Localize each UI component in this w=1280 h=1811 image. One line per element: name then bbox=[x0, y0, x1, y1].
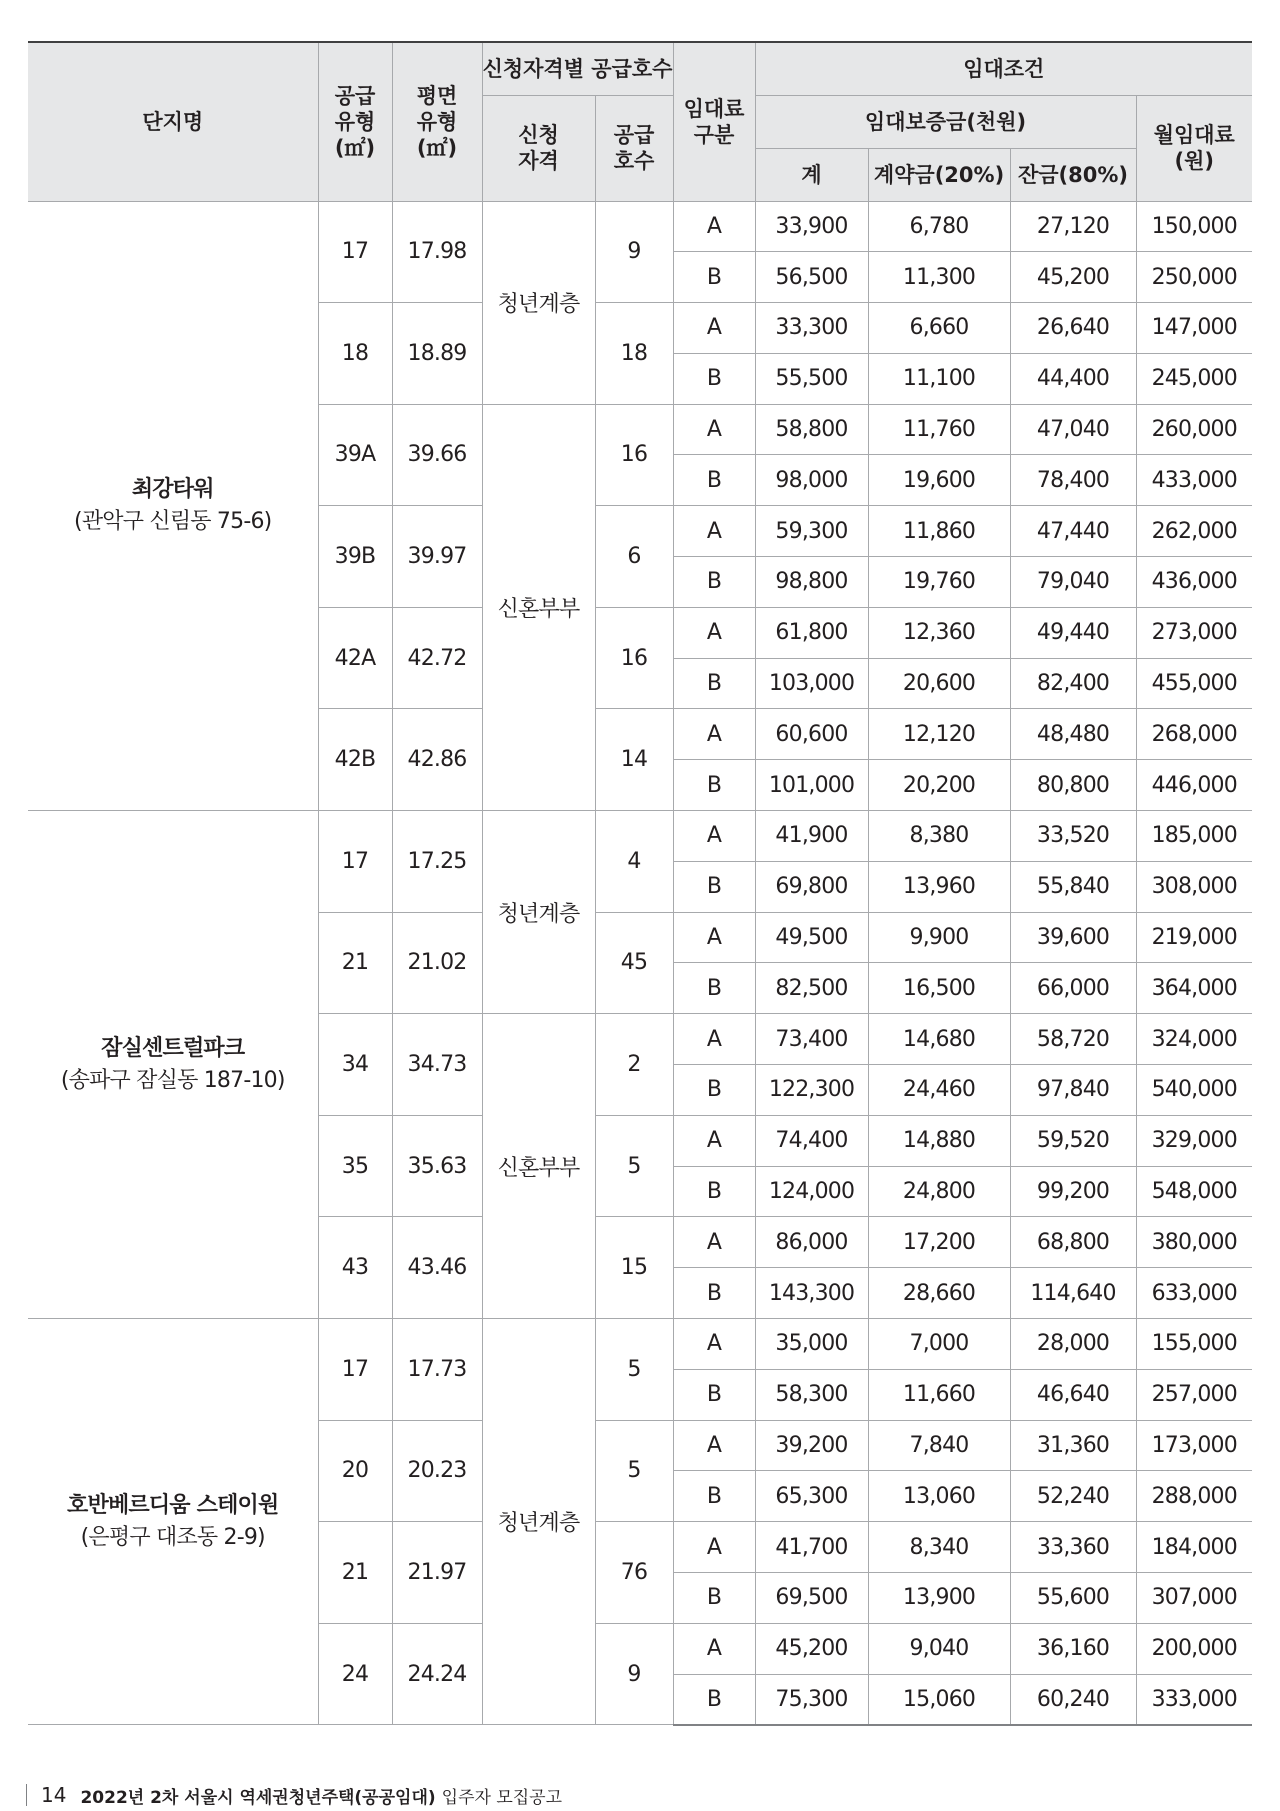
deposit-total-cell: 39,200 bbox=[755, 1420, 868, 1471]
rent-conditions-table bbox=[28, 41, 1252, 1726]
deposit-contract-cell: 8,340 bbox=[868, 1522, 1010, 1573]
deposit-total-cell: 61,800 bbox=[755, 607, 868, 658]
rent-class-cell: B bbox=[673, 455, 755, 506]
header-rent-class: 임대료 구분 bbox=[673, 42, 755, 201]
area-type-cell: 17.73 bbox=[392, 1319, 482, 1421]
monthly-rent-cell: 273,000 bbox=[1136, 607, 1252, 658]
deposit-contract-cell: 16,500 bbox=[868, 963, 1010, 1014]
complex-name: 최강타워 bbox=[131, 476, 214, 502]
monthly-rent-cell: 147,000 bbox=[1136, 303, 1252, 354]
deposit-total-cell: 86,000 bbox=[755, 1217, 868, 1268]
units-cell: 14 bbox=[595, 709, 673, 811]
supply-type-cell: 17 bbox=[318, 201, 392, 303]
supply-type-cell: 20 bbox=[318, 1420, 392, 1522]
deposit-balance-cell: 79,040 bbox=[1010, 557, 1136, 608]
qualification-cell: 신혼부부 bbox=[482, 404, 595, 810]
rent-class-cell: B bbox=[673, 861, 755, 912]
monthly-rent-cell: 308,000 bbox=[1136, 861, 1252, 912]
supply-type-cell: 39B bbox=[318, 506, 392, 608]
rent-class-cell: A bbox=[673, 1623, 755, 1674]
monthly-rent-cell: 380,000 bbox=[1136, 1217, 1252, 1268]
deposit-balance-cell: 47,040 bbox=[1010, 404, 1136, 455]
rent-class-cell: A bbox=[673, 912, 755, 963]
deposit-contract-cell: 7,000 bbox=[868, 1319, 1010, 1370]
supply-type-cell: 21 bbox=[318, 912, 392, 1014]
rent-class-cell: B bbox=[673, 1268, 755, 1319]
header-qualification: 신청 자격 bbox=[482, 95, 595, 201]
deposit-contract-cell: 11,660 bbox=[868, 1369, 1010, 1420]
deposit-contract-cell: 9,900 bbox=[868, 912, 1010, 963]
deposit-contract-cell: 12,360 bbox=[868, 607, 1010, 658]
qualification-cell: 청년계층 bbox=[482, 811, 595, 1014]
deposit-contract-cell: 19,600 bbox=[868, 455, 1010, 506]
deposit-contract-cell: 11,100 bbox=[868, 353, 1010, 404]
area-type-cell: 34.73 bbox=[392, 1014, 482, 1116]
deposit-total-cell: 41,700 bbox=[755, 1522, 868, 1573]
table-row bbox=[28, 1319, 1252, 1370]
area-type-cell: 18.89 bbox=[392, 303, 482, 405]
header-deposit-total: 계 bbox=[755, 148, 868, 201]
deposit-balance-cell: 82,400 bbox=[1010, 658, 1136, 709]
deposit-total-cell: 101,000 bbox=[755, 760, 868, 811]
deposit-total-cell: 69,500 bbox=[755, 1573, 868, 1624]
monthly-rent-cell: 324,000 bbox=[1136, 1014, 1252, 1065]
header-deposit-balance: 잔금(80%) bbox=[1010, 148, 1136, 201]
rent-class-cell: B bbox=[673, 353, 755, 404]
monthly-rent-cell: 436,000 bbox=[1136, 557, 1252, 608]
monthly-rent-cell: 329,000 bbox=[1136, 1115, 1252, 1166]
rent-class-cell: A bbox=[673, 1522, 755, 1573]
deposit-balance-cell: 39,600 bbox=[1010, 912, 1136, 963]
deposit-total-cell: 35,000 bbox=[755, 1319, 868, 1370]
deposit-balance-cell: 55,600 bbox=[1010, 1573, 1136, 1624]
deposit-balance-cell: 60,240 bbox=[1010, 1674, 1136, 1725]
monthly-rent-cell: 455,000 bbox=[1136, 658, 1252, 709]
rent-class-cell: A bbox=[673, 811, 755, 862]
units-cell: 18 bbox=[595, 303, 673, 405]
deposit-balance-cell: 49,440 bbox=[1010, 607, 1136, 658]
monthly-rent-cell: 446,000 bbox=[1136, 760, 1252, 811]
units-cell: 76 bbox=[595, 1522, 673, 1624]
deposit-contract-cell: 9,040 bbox=[868, 1623, 1010, 1674]
units-cell: 2 bbox=[595, 1014, 673, 1116]
complex-address: (송파구 잠실동 187-10) bbox=[60, 1067, 285, 1093]
complex-cell bbox=[28, 201, 318, 811]
supply-type-cell: 35 bbox=[318, 1115, 392, 1217]
document-title: 2022년 2차 서울시 역세권청년주택(공공임대) bbox=[80, 1787, 436, 1808]
supply-type-cell: 21 bbox=[318, 1522, 392, 1624]
supply-type-cell: 18 bbox=[318, 303, 392, 405]
header-monthly-rent: 월임대료 (원) bbox=[1136, 95, 1252, 201]
monthly-rent-cell: 245,000 bbox=[1136, 353, 1252, 404]
monthly-rent-cell: 150,000 bbox=[1136, 201, 1252, 252]
deposit-balance-cell: 48,480 bbox=[1010, 709, 1136, 760]
header-rental-terms: 임대조건 bbox=[755, 42, 1252, 95]
rent-class-cell: B bbox=[673, 760, 755, 811]
deposit-balance-cell: 55,840 bbox=[1010, 861, 1136, 912]
area-type-cell: 35.63 bbox=[392, 1115, 482, 1217]
deposit-contract-cell: 13,900 bbox=[868, 1573, 1010, 1624]
deposit-total-cell: 98,000 bbox=[755, 455, 868, 506]
qualification-cell: 신혼부부 bbox=[482, 1014, 595, 1319]
units-cell: 16 bbox=[595, 404, 673, 506]
monthly-rent-cell: 633,000 bbox=[1136, 1268, 1252, 1319]
monthly-rent-cell: 288,000 bbox=[1136, 1471, 1252, 1522]
units-cell: 45 bbox=[595, 912, 673, 1014]
rent-class-cell: A bbox=[673, 201, 755, 252]
deposit-contract-cell: 13,960 bbox=[868, 861, 1010, 912]
deposit-total-cell: 33,300 bbox=[755, 303, 868, 354]
monthly-rent-cell: 185,000 bbox=[1136, 811, 1252, 862]
units-cell: 4 bbox=[595, 811, 673, 913]
deposit-total-cell: 45,200 bbox=[755, 1623, 868, 1674]
deposit-contract-cell: 24,460 bbox=[868, 1065, 1010, 1116]
monthly-rent-cell: 548,000 bbox=[1136, 1166, 1252, 1217]
supply-type-cell: 42A bbox=[318, 607, 392, 709]
monthly-rent-cell: 364,000 bbox=[1136, 963, 1252, 1014]
header-area-type: 평면 유형 (㎡) bbox=[392, 42, 482, 201]
area-type-cell: 43.46 bbox=[392, 1217, 482, 1319]
deposit-balance-cell: 33,520 bbox=[1010, 811, 1136, 862]
area-type-cell: 17.25 bbox=[392, 811, 482, 913]
rent-class-cell: B bbox=[673, 658, 755, 709]
units-cell: 5 bbox=[595, 1319, 673, 1421]
rent-class-cell: A bbox=[673, 506, 755, 557]
monthly-rent-cell: 219,000 bbox=[1136, 912, 1252, 963]
deposit-balance-cell: 66,000 bbox=[1010, 963, 1136, 1014]
supply-type-cell: 17 bbox=[318, 1319, 392, 1421]
units-cell: 9 bbox=[595, 1623, 673, 1725]
monthly-rent-cell: 307,000 bbox=[1136, 1573, 1252, 1624]
header-deposit-group: 임대보증금(천원) bbox=[755, 95, 1136, 148]
complex-cell bbox=[28, 1319, 318, 1725]
footer-divider bbox=[26, 1784, 27, 1806]
supply-type-cell: 43 bbox=[318, 1217, 392, 1319]
monthly-rent-cell: 200,000 bbox=[1136, 1623, 1252, 1674]
deposit-total-cell: 73,400 bbox=[755, 1014, 868, 1065]
page-footer bbox=[26, 1782, 562, 1808]
area-type-cell: 39.97 bbox=[392, 506, 482, 608]
deposit-balance-cell: 44,400 bbox=[1010, 353, 1136, 404]
deposit-total-cell: 69,800 bbox=[755, 861, 868, 912]
deposit-balance-cell: 68,800 bbox=[1010, 1217, 1136, 1268]
rent-class-cell: B bbox=[673, 1471, 755, 1522]
monthly-rent-cell: 262,000 bbox=[1136, 506, 1252, 557]
deposit-balance-cell: 99,200 bbox=[1010, 1166, 1136, 1217]
deposit-total-cell: 122,300 bbox=[755, 1065, 868, 1116]
deposit-total-cell: 74,400 bbox=[755, 1115, 868, 1166]
deposit-total-cell: 58,800 bbox=[755, 404, 868, 455]
area-type-cell: 24.24 bbox=[392, 1623, 482, 1725]
table-row bbox=[28, 811, 1252, 862]
complex-address: (관악구 신림동 75-6) bbox=[74, 508, 272, 534]
rent-class-cell: B bbox=[673, 963, 755, 1014]
deposit-balance-cell: 46,640 bbox=[1010, 1369, 1136, 1420]
monthly-rent-cell: 433,000 bbox=[1136, 455, 1252, 506]
monthly-rent-cell: 260,000 bbox=[1136, 404, 1252, 455]
table-row bbox=[28, 201, 1252, 252]
monthly-rent-cell: 250,000 bbox=[1136, 252, 1252, 303]
rent-class-cell: B bbox=[673, 1166, 755, 1217]
deposit-balance-cell: 36,160 bbox=[1010, 1623, 1136, 1674]
area-type-cell: 20.23 bbox=[392, 1420, 482, 1522]
deposit-total-cell: 75,300 bbox=[755, 1674, 868, 1725]
rent-class-cell: A bbox=[673, 1217, 755, 1268]
deposit-balance-cell: 31,360 bbox=[1010, 1420, 1136, 1471]
monthly-rent-cell: 155,000 bbox=[1136, 1319, 1252, 1370]
deposit-total-cell: 58,300 bbox=[755, 1369, 868, 1420]
deposit-contract-cell: 11,860 bbox=[868, 506, 1010, 557]
deposit-balance-cell: 59,520 bbox=[1010, 1115, 1136, 1166]
deposit-contract-cell: 14,680 bbox=[868, 1014, 1010, 1065]
area-type-cell: 42.72 bbox=[392, 607, 482, 709]
area-type-cell: 21.97 bbox=[392, 1522, 482, 1624]
deposit-balance-cell: 26,640 bbox=[1010, 303, 1136, 354]
qualification-cell: 청년계층 bbox=[482, 201, 595, 404]
deposit-total-cell: 55,500 bbox=[755, 353, 868, 404]
supply-type-cell: 34 bbox=[318, 1014, 392, 1116]
rent-class-cell: B bbox=[673, 252, 755, 303]
deposit-total-cell: 82,500 bbox=[755, 963, 868, 1014]
monthly-rent-cell: 257,000 bbox=[1136, 1369, 1252, 1420]
deposit-contract-cell: 28,660 bbox=[868, 1268, 1010, 1319]
complex-name: 호반베르디움 스테이원 bbox=[67, 1492, 279, 1518]
deposit-contract-cell: 24,800 bbox=[868, 1166, 1010, 1217]
table-body bbox=[28, 201, 1252, 1725]
supply-type-cell: 42B bbox=[318, 709, 392, 811]
deposit-total-cell: 33,900 bbox=[755, 201, 868, 252]
rent-class-cell: A bbox=[673, 1420, 755, 1471]
area-type-cell: 21.02 bbox=[392, 912, 482, 1014]
area-type-cell: 39.66 bbox=[392, 404, 482, 506]
deposit-contract-cell: 8,380 bbox=[868, 811, 1010, 862]
deposit-total-cell: 65,300 bbox=[755, 1471, 868, 1522]
deposit-contract-cell: 17,200 bbox=[868, 1217, 1010, 1268]
deposit-total-cell: 41,900 bbox=[755, 811, 868, 862]
deposit-contract-cell: 11,760 bbox=[868, 404, 1010, 455]
deposit-balance-cell: 97,840 bbox=[1010, 1065, 1136, 1116]
monthly-rent-cell: 333,000 bbox=[1136, 1674, 1252, 1725]
units-cell: 5 bbox=[595, 1115, 673, 1217]
deposit-contract-cell: 6,660 bbox=[868, 303, 1010, 354]
deposit-contract-cell: 19,760 bbox=[868, 557, 1010, 608]
deposit-contract-cell: 6,780 bbox=[868, 201, 1010, 252]
rent-class-cell: A bbox=[673, 709, 755, 760]
deposit-balance-cell: 78,400 bbox=[1010, 455, 1136, 506]
deposit-contract-cell: 11,300 bbox=[868, 252, 1010, 303]
header-complex: 단지명 bbox=[28, 42, 318, 201]
complex-address: (은평구 대조동 2-9) bbox=[80, 1524, 265, 1550]
units-cell: 6 bbox=[595, 506, 673, 608]
area-type-cell: 42.86 bbox=[392, 709, 482, 811]
deposit-total-cell: 124,000 bbox=[755, 1166, 868, 1217]
monthly-rent-cell: 173,000 bbox=[1136, 1420, 1252, 1471]
header-units: 공급 호수 bbox=[595, 95, 673, 201]
units-cell: 16 bbox=[595, 607, 673, 709]
supply-type-cell: 17 bbox=[318, 811, 392, 913]
deposit-contract-cell: 13,060 bbox=[868, 1471, 1010, 1522]
header-deposit-contract: 계약금(20%) bbox=[868, 148, 1010, 201]
deposit-contract-cell: 20,200 bbox=[868, 760, 1010, 811]
deposit-balance-cell: 45,200 bbox=[1010, 252, 1136, 303]
deposit-total-cell: 98,800 bbox=[755, 557, 868, 608]
deposit-total-cell: 103,000 bbox=[755, 658, 868, 709]
page-number: 14 bbox=[41, 1783, 67, 1807]
complex-cell bbox=[28, 811, 318, 1319]
area-type-cell: 17.98 bbox=[392, 201, 482, 303]
deposit-contract-cell: 14,880 bbox=[868, 1115, 1010, 1166]
rent-class-cell: A bbox=[673, 1115, 755, 1166]
deposit-contract-cell: 12,120 bbox=[868, 709, 1010, 760]
rent-class-cell: B bbox=[673, 1369, 755, 1420]
units-cell: 5 bbox=[595, 1420, 673, 1522]
monthly-rent-cell: 184,000 bbox=[1136, 1522, 1252, 1573]
monthly-rent-cell: 268,000 bbox=[1136, 709, 1252, 760]
rent-class-cell: B bbox=[673, 1573, 755, 1624]
deposit-total-cell: 143,300 bbox=[755, 1268, 868, 1319]
supply-type-cell: 24 bbox=[318, 1623, 392, 1725]
supply-type-cell: 39A bbox=[318, 404, 392, 506]
rent-class-cell: A bbox=[673, 1014, 755, 1065]
deposit-balance-cell: 28,000 bbox=[1010, 1319, 1136, 1370]
deposit-total-cell: 49,500 bbox=[755, 912, 868, 963]
deposit-balance-cell: 52,240 bbox=[1010, 1471, 1136, 1522]
deposit-contract-cell: 20,600 bbox=[868, 658, 1010, 709]
header-qualification-group: 신청자격별 공급호수 bbox=[482, 42, 673, 95]
deposit-total-cell: 56,500 bbox=[755, 252, 868, 303]
document-subtitle: 입주자 모집공고 bbox=[441, 1787, 563, 1808]
rent-class-cell: A bbox=[673, 404, 755, 455]
monthly-rent-cell: 540,000 bbox=[1136, 1065, 1252, 1116]
units-cell: 15 bbox=[595, 1217, 673, 1319]
rent-class-cell: A bbox=[673, 607, 755, 658]
rent-class-cell: B bbox=[673, 1674, 755, 1725]
deposit-balance-cell: 58,720 bbox=[1010, 1014, 1136, 1065]
deposit-contract-cell: 7,840 bbox=[868, 1420, 1010, 1471]
complex-name: 잠실센트럴파크 bbox=[101, 1035, 245, 1061]
qualification-cell: 청년계층 bbox=[482, 1319, 595, 1725]
rent-class-cell: A bbox=[673, 303, 755, 354]
deposit-balance-cell: 47,440 bbox=[1010, 506, 1136, 557]
deposit-balance-cell: 114,640 bbox=[1010, 1268, 1136, 1319]
deposit-total-cell: 60,600 bbox=[755, 709, 868, 760]
deposit-balance-cell: 33,360 bbox=[1010, 1522, 1136, 1573]
deposit-balance-cell: 27,120 bbox=[1010, 201, 1136, 252]
rent-class-cell: A bbox=[673, 1319, 755, 1370]
deposit-balance-cell: 80,800 bbox=[1010, 760, 1136, 811]
rent-class-cell: B bbox=[673, 557, 755, 608]
header-supply-type: 공급 유형 (㎡) bbox=[318, 42, 392, 201]
units-cell: 9 bbox=[595, 201, 673, 303]
deposit-contract-cell: 15,060 bbox=[868, 1674, 1010, 1725]
deposit-total-cell: 59,300 bbox=[755, 506, 868, 557]
rent-class-cell: B bbox=[673, 1065, 755, 1116]
